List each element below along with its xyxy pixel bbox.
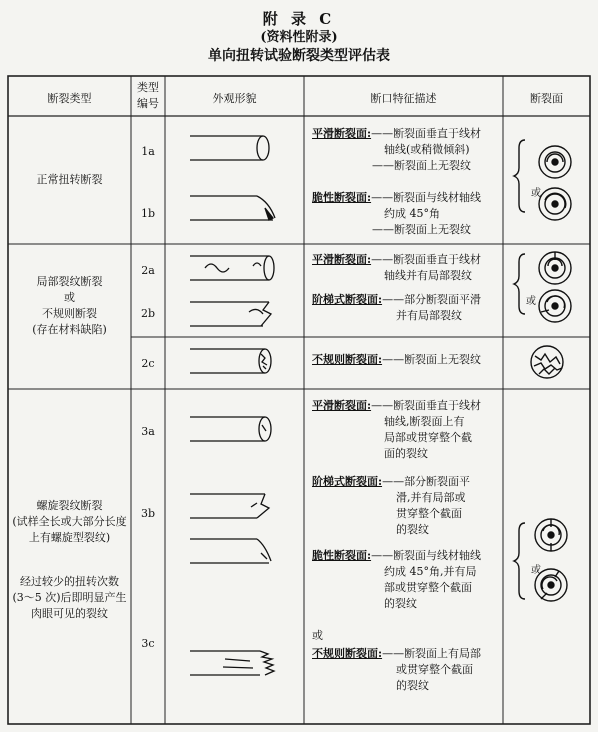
fracture-type-spiral-crack: 螺旋裂纹断裂 (试样全长或大部分长度 上有螺旋型裂纹) xyxy=(12,499,127,544)
type-code: 2b xyxy=(140,307,156,320)
surface-label: 平滑断裂面: xyxy=(312,253,372,266)
header-fracture-surface: 断裂面 xyxy=(530,92,563,105)
wire-sketch-1b xyxy=(190,196,275,220)
description-line: ——断裂面上无裂纹 xyxy=(372,223,471,236)
type-code: 3c xyxy=(141,637,155,650)
description-line: 约成 45°角 xyxy=(384,207,440,220)
description-block xyxy=(312,252,502,284)
type-code: 2a xyxy=(141,264,155,277)
description-block xyxy=(312,474,502,538)
description-line: ——断裂面上无裂纹 xyxy=(382,353,482,366)
appendix-note: (资料性附录) xyxy=(260,30,338,45)
surface-label: 平滑断裂面: xyxy=(312,127,372,140)
type-code: 1b xyxy=(140,207,156,220)
surface-label: 不规则断裂面: xyxy=(312,353,383,366)
surface-label: 脆性断裂面: xyxy=(312,191,372,204)
or-label: 或 xyxy=(526,296,536,307)
type-code: 2c xyxy=(141,357,155,370)
fracture-surface-icons-3 xyxy=(503,389,590,724)
description-line: 的裂纹 xyxy=(396,523,429,536)
appendix-heading: 附 录 C xyxy=(262,10,336,28)
wire-sketch-2b xyxy=(190,302,271,326)
surface-label: 阶梯式断裂面: xyxy=(312,293,383,306)
type-code: 3b xyxy=(140,507,156,520)
bracket-icon xyxy=(514,254,525,314)
or-text: 或 xyxy=(312,629,323,642)
surface-label: 脆性断裂面: xyxy=(312,549,372,562)
fracture-type-local-crack: 局部裂纹断裂 或 不规则断裂 (存在材料缺陷) xyxy=(32,275,107,336)
description-block xyxy=(312,292,502,324)
surface-label: 平滑断裂面: xyxy=(312,399,372,412)
spiral-crack-surface-icon xyxy=(535,519,567,551)
description-block xyxy=(312,398,502,462)
description-block xyxy=(312,190,502,238)
smooth-fracture-surface-icon xyxy=(539,146,571,178)
description-line: 部或贯穿整个截面 xyxy=(384,581,472,594)
description-line: ——断裂面与线材轴线 xyxy=(371,191,482,204)
or-label: 或 xyxy=(531,565,541,576)
fracture-type-spiral-note: 经过较少的扭转次数 (3～5 次)后即明显产生 肉眼可见的裂纹 xyxy=(12,575,127,620)
wire-sketch-2a xyxy=(190,256,274,280)
description-line: 贯穿整个截面 xyxy=(396,507,462,520)
surface-label: 阶梯式断裂面: xyxy=(312,475,383,488)
bracket-icon xyxy=(514,140,525,212)
bracket-icon xyxy=(514,523,525,599)
description-line: 并有局部裂纹 xyxy=(396,309,462,322)
description-line: ——断裂面垂直于线材 xyxy=(371,253,482,266)
wire-sketch-2c xyxy=(190,349,271,373)
description-block xyxy=(312,548,502,612)
description-line: ——断裂面垂直于线材 xyxy=(371,127,482,140)
description-block xyxy=(312,126,502,174)
description-line: 轴线并有局部裂纹 xyxy=(384,269,472,282)
or-label: 或 xyxy=(531,188,541,199)
wire-sketch-3b xyxy=(190,494,271,563)
wire-sketches-group-1-2 xyxy=(165,116,304,389)
header-fracture-type: 断裂类型 xyxy=(47,92,92,105)
type-code: 1a xyxy=(141,145,155,158)
description-line: 的裂纹 xyxy=(396,679,429,692)
description-line: ——部分断裂面平 xyxy=(382,475,471,488)
description-line: ——部分断裂面平滑 xyxy=(382,293,482,306)
description-line: 的裂纹 xyxy=(384,597,417,610)
description-line: ——断裂面上无裂纹 xyxy=(372,159,471,172)
description-block xyxy=(312,646,502,694)
description-line: ——断裂面上有局部 xyxy=(382,647,482,660)
type-code: 3a xyxy=(141,425,155,438)
header-description: 断口特征描述 xyxy=(370,92,437,105)
description-line: 轴线,断裂面上有 xyxy=(384,415,465,428)
wire-sketches-group-3 xyxy=(165,389,304,724)
description-line: 轴线(或稍微倾斜) xyxy=(384,143,470,156)
surface-label: 不规则断裂面: xyxy=(312,647,383,660)
table-title: 单向扭转试验断裂类型评估表 xyxy=(208,48,390,64)
local-crack-surface-icon xyxy=(539,252,571,284)
description-line: 面的裂纹 xyxy=(384,447,428,460)
fracture-type-normal: 正常扭转断裂 xyxy=(36,173,103,186)
wire-sketch-3a xyxy=(190,417,271,441)
header-appearance: 外观形貌 xyxy=(212,92,257,105)
wire-sketch-3c xyxy=(190,651,274,675)
fracture-surface-icons-1-2 xyxy=(503,116,590,389)
stepped-crack-surface-icon xyxy=(539,290,571,322)
description-block xyxy=(312,352,502,368)
description-line: 滑,并有局部或 xyxy=(396,491,466,504)
description-line: 或贯穿整个截面 xyxy=(396,663,473,676)
description-line: 局部或贯穿整个截 xyxy=(384,431,472,444)
description-line: 约成 45°角,并有局 xyxy=(384,565,477,578)
brittle-fracture-surface-icon xyxy=(539,188,571,220)
wire-sketch-1a xyxy=(190,136,269,160)
header-type-code: 类型 编号 xyxy=(137,81,159,110)
description-line: ——断裂面垂直于线材 xyxy=(371,399,482,412)
irregular-fracture-surface-icon xyxy=(531,346,563,378)
description-line: ——断裂面与线材轴线 xyxy=(371,549,482,562)
